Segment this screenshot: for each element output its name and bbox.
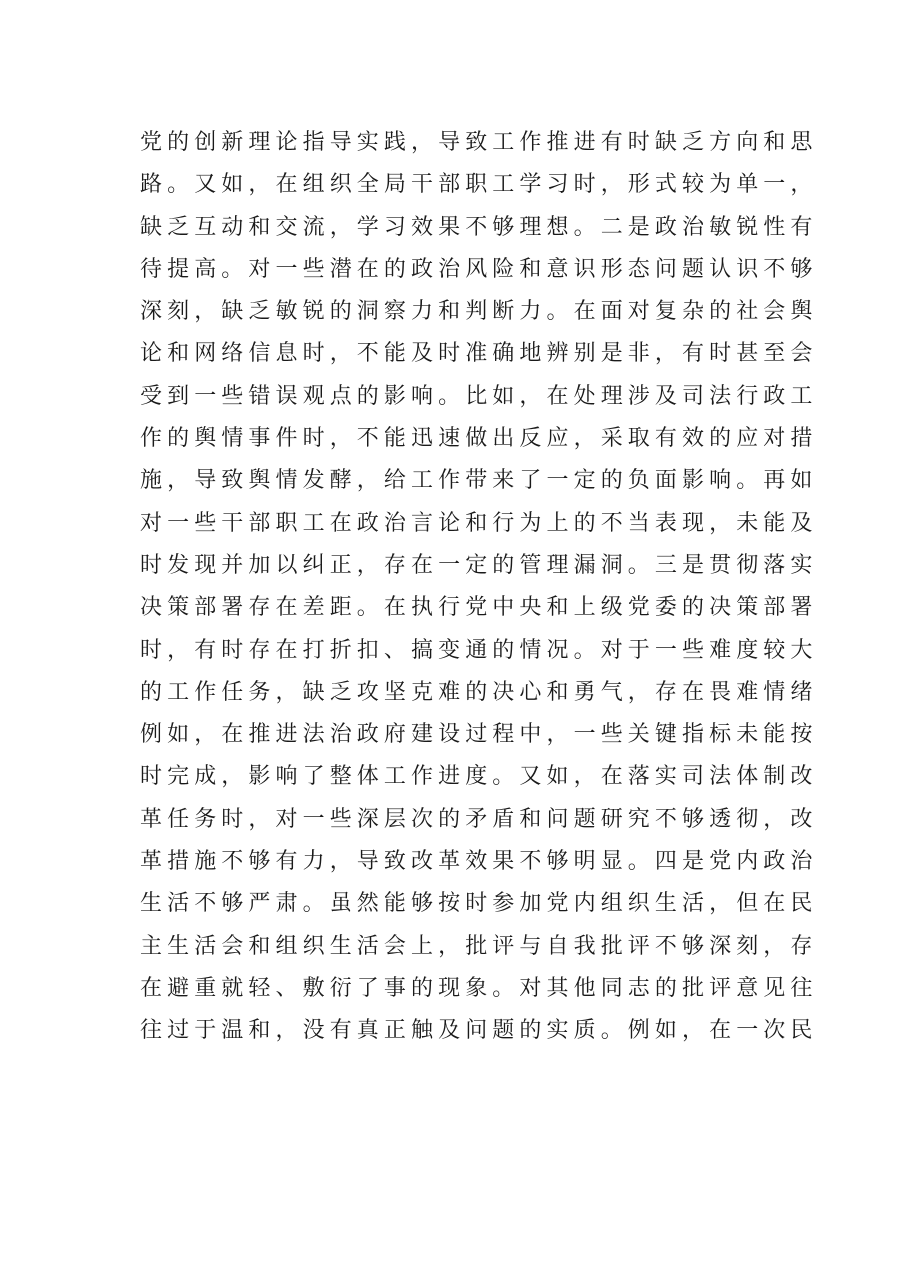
text-line: 施，导致舆情发酵，给工作带来了一定的负面影响。再如 [140, 468, 818, 494]
text-line: 主生活会和组织生活会上，批评与自我批评不够深刻，存 [140, 933, 818, 959]
text-line: 对一些干部职工在政治言论和行为上的不当表现，未能及 [140, 510, 818, 536]
text-line: 路。又如，在组织全局干部职工学习时，形式较为单一， [140, 172, 818, 198]
body-text [140, 122, 818, 1053]
text-line: 决策部署存在差距。在执行党中央和上级党委的决策部署 [140, 595, 818, 621]
text-line: 深刻，缺乏敏锐的洞察力和判断力。在面对复杂的社会舆 [140, 299, 818, 325]
text-line: 生活不够严肃。虽然能够按时参加党内组织生活，但在民 [140, 891, 818, 917]
text-line: 革措施不够有力，导致改革效果不够明显。四是党内政治 [140, 849, 818, 875]
text-line: 在避重就轻、敷衍了事的现象。对其他同志的批评意见往 [140, 975, 818, 1001]
text-line: 例如，在推进法治政府建设过程中，一些关键指标未能按 [140, 722, 818, 748]
text-line: 待提高。对一些潜在的政治风险和意识形态问题认识不够 [140, 256, 818, 282]
text-line: 作的舆情事件时，不能迅速做出反应，采取有效的应对措 [140, 426, 818, 452]
text-line: 时完成，影响了整体工作进度。又如，在落实司法体制改 [140, 764, 818, 790]
text-line: 时发现并加以纠正，存在一定的管理漏洞。三是贯彻落实 [140, 552, 818, 578]
text-line: 时，有时存在打折扣、搞变通的情况。对于一些难度较大 [140, 637, 818, 663]
text-line: 缺乏互动和交流，学习效果不够理想。二是政治敏锐性有 [140, 214, 818, 240]
text-line: 革任务时，对一些深层次的矛盾和问题研究不够透彻，改 [140, 806, 818, 832]
text-line: 受到一些错误观点的影响。比如，在处理涉及司法行政工 [140, 383, 818, 409]
text-line: 党的创新理论指导实践，导致工作推进有时缺乏方向和思 [140, 130, 818, 155]
text-line: 论和网络信息时，不能及时准确地辨别是非，有时甚至会 [140, 341, 818, 367]
text-line: 往过于温和，没有真正触及问题的实质。例如，在一次民 [140, 1018, 818, 1044]
text-line: 的工作任务，缺乏攻坚克难的决心和勇气，存在畏难情绪 [140, 679, 818, 705]
